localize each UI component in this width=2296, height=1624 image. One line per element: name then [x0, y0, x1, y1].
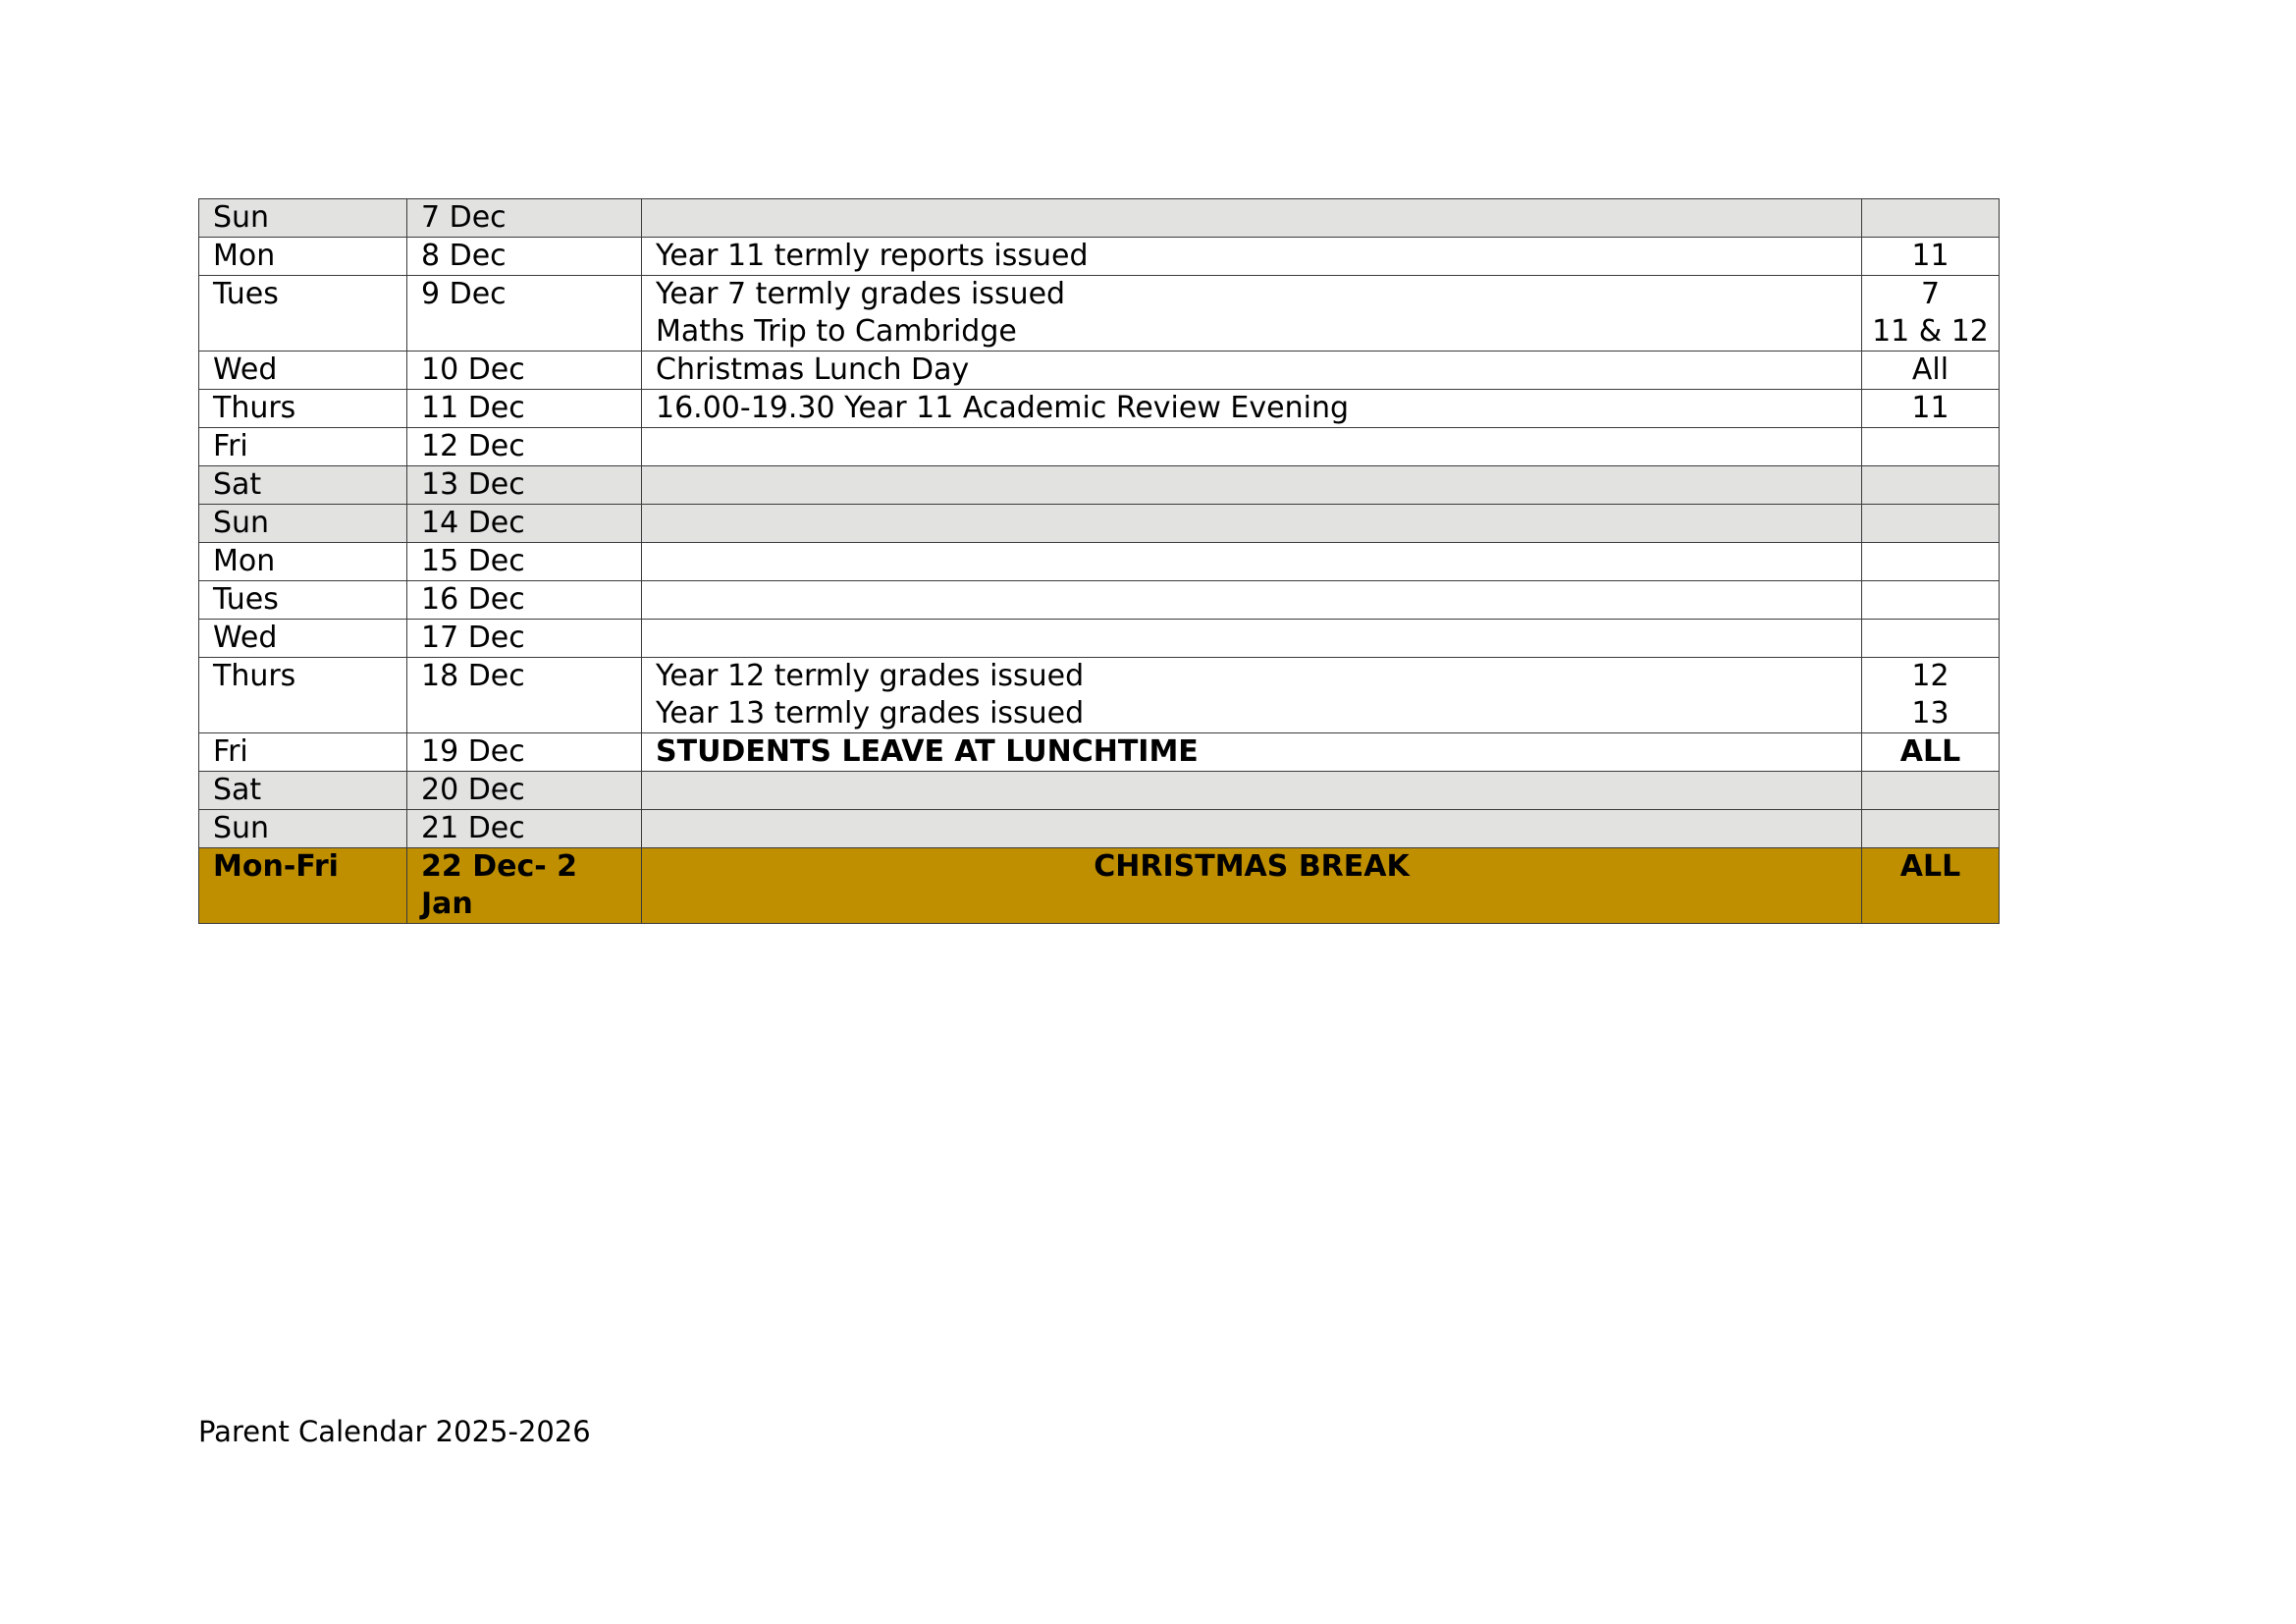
event-cell [642, 238, 1862, 276]
table-row [199, 238, 2000, 276]
event-text: Year 12 termly grades issued [656, 659, 1085, 693]
date-cell: 20 Dec [407, 772, 642, 810]
table-row [199, 733, 2000, 772]
event-cell [642, 733, 1862, 772]
date-cell: 12 Dec [407, 428, 642, 466]
year-group-text: 13 [1911, 696, 1949, 731]
table-row [199, 543, 2000, 581]
year-group-cell [1862, 390, 2000, 428]
date-cell: 7 Dec [407, 199, 642, 238]
date-cell: 22 Dec- 2 Jan [407, 848, 642, 924]
day-cell: Sun [199, 810, 407, 848]
table-row [199, 505, 2000, 543]
event-text: Year 7 termly grades issued [656, 277, 1066, 311]
event-cell [642, 352, 1862, 390]
event-cell [642, 199, 1862, 238]
year-group-text: All [1911, 352, 1949, 387]
year-group-cell [1862, 581, 2000, 620]
date-cell: 10 Dec [407, 352, 642, 390]
date-cell: 16 Dec [407, 581, 642, 620]
table-row [199, 390, 2000, 428]
event-cell [642, 543, 1862, 581]
event-cell [642, 428, 1862, 466]
event-cell [642, 848, 1862, 924]
event-text: Year 11 termly reports issued [656, 239, 1089, 273]
year-group-text: ALL [1899, 734, 1961, 769]
year-group-text: ALL [1899, 849, 1961, 884]
event-cell [642, 581, 1862, 620]
year-group-cell [1862, 733, 2000, 772]
date-cell: 18 Dec [407, 658, 642, 733]
year-group-cell [1862, 238, 2000, 276]
table-row [199, 620, 2000, 658]
day-cell: Mon [199, 543, 407, 581]
date-cell: 9 Dec [407, 276, 642, 352]
date-cell: 19 Dec [407, 733, 642, 772]
event-text: STUDENTS LEAVE AT LUNCHTIME [656, 734, 1199, 769]
day-cell: Tues [199, 276, 407, 352]
event-cell [642, 658, 1862, 733]
year-group-cell [1862, 848, 2000, 924]
date-cell: 11 Dec [407, 390, 642, 428]
table-row [199, 199, 2000, 238]
event-cell [642, 505, 1862, 543]
event-text: Maths Trip to Cambridge [656, 314, 1017, 349]
table-row [199, 772, 2000, 810]
table-row [199, 810, 2000, 848]
day-cell: Mon [199, 238, 407, 276]
day-cell: Fri [199, 428, 407, 466]
year-group-text: 7 [1920, 277, 1941, 311]
event-text: CHRISTMAS BREAK [1094, 849, 1410, 884]
page-footer: Parent Calendar 2025-2026 [198, 1415, 591, 1448]
event-cell [642, 810, 1862, 848]
table-row-christmas-break [199, 848, 2000, 924]
day-cell: Mon-Fri [199, 848, 407, 924]
date-cell: 17 Dec [407, 620, 642, 658]
calendar-table [198, 198, 2000, 924]
date-cell: 15 Dec [407, 543, 642, 581]
year-group-cell [1862, 543, 2000, 581]
event-cell [642, 620, 1862, 658]
table-row [199, 466, 2000, 505]
day-cell: Wed [199, 620, 407, 658]
year-group-cell [1862, 466, 2000, 505]
day-cell: Sat [199, 772, 407, 810]
day-cell: Sun [199, 199, 407, 238]
day-cell: Sat [199, 466, 407, 505]
event-cell [642, 390, 1862, 428]
year-group-cell [1862, 658, 2000, 733]
table-row [199, 352, 2000, 390]
event-text: 16.00-19.30 Year 11 Academic Review Evening [656, 391, 1349, 425]
year-group-text: 12 [1911, 659, 1949, 693]
table-row [199, 581, 2000, 620]
year-group-cell [1862, 428, 2000, 466]
event-text: Christmas Lunch Day [656, 352, 970, 387]
event-cell [642, 466, 1862, 505]
date-cell: 8 Dec [407, 238, 642, 276]
table-row [199, 428, 2000, 466]
date-cell: 14 Dec [407, 505, 642, 543]
year-group-cell [1862, 352, 2000, 390]
date-cell: 13 Dec [407, 466, 642, 505]
event-cell [642, 276, 1862, 352]
day-cell: Wed [199, 352, 407, 390]
day-cell: Thurs [199, 658, 407, 733]
year-group-cell [1862, 772, 2000, 810]
day-cell: Tues [199, 581, 407, 620]
event-text: Year 13 termly grades issued [656, 696, 1085, 731]
year-group-text: 11 [1911, 391, 1949, 425]
year-group-cell [1862, 276, 2000, 352]
year-group-cell [1862, 620, 2000, 658]
event-cell [642, 772, 1862, 810]
day-cell: Fri [199, 733, 407, 772]
year-group-text: 11 & 12 [1872, 314, 1989, 349]
table-row [199, 276, 2000, 352]
year-group-cell [1862, 810, 2000, 848]
year-group-cell [1862, 199, 2000, 238]
year-group-text: 11 [1911, 239, 1949, 273]
year-group-cell [1862, 505, 2000, 543]
day-cell: Sun [199, 505, 407, 543]
day-cell: Thurs [199, 390, 407, 428]
date-cell: 21 Dec [407, 810, 642, 848]
table-row [199, 658, 2000, 733]
